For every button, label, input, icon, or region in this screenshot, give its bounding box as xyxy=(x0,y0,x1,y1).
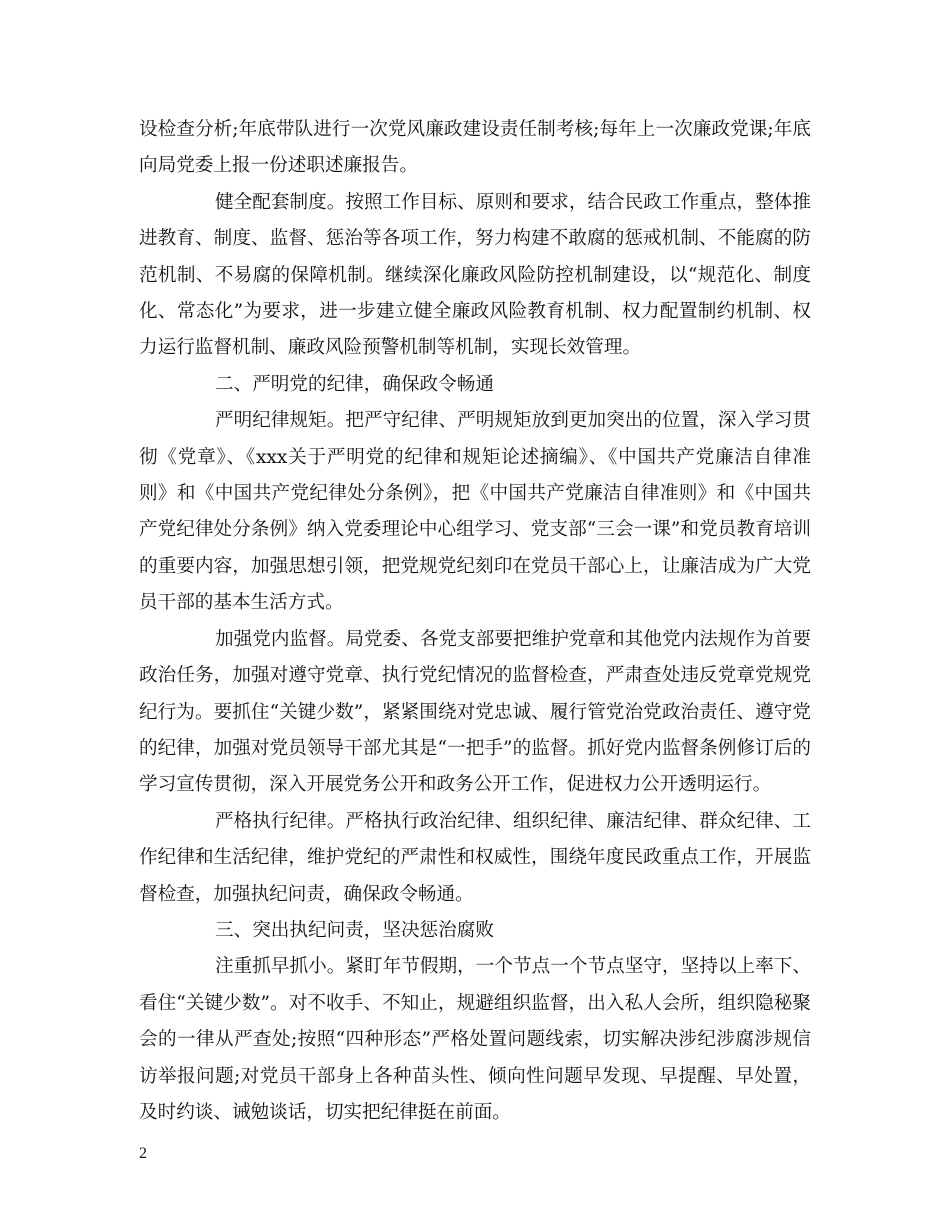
paragraph-early-intervention: 注重抓早抓小。紧盯年节假期，一个节点一个节点坚守，坚持以上率下、看住“关键少数”。对不收手、不知止，规避组织监督，出入私人会所，组织隐秘聚会的一律从严查处;按照“四种形态”严格处置问题线索，切实解决涉纪涉腐涉规信访举报问题;对党员干部身上各种苗头性、倾向性问题早发现、早提醒、早处置，及时约谈、诫勉谈话，切实把纪律挺在前面。 xyxy=(139,956,811,1123)
section-heading-discipline: 二、严明党的纪律，确保政令畅通 xyxy=(215,373,494,395)
paragraph-party-supervision: 加强党内监督。局党委、各党支部要把维护党章和其他党内法规作为首要政治任务，加强对遵守党章、执行党纪情况的监督检查，严肃查处违反党章党规党纪行为。要抓住“关键少数”，紧紧围绕对党忠诚、履行管党治党政治责任、遵守党的纪律，加强对党员领导干部尤其是“一把手”的监督。抓好党内监督条例修订后的学习宣传贯彻，深入开展党务公开和政务公开工作，促进权力公开透明运行。 xyxy=(139,628,811,796)
paragraph-continuation: 设检查分析;年底带队进行一次党风廉政建设责任制考核;每年上一次廉政党课;年底向局党委上报一份述职述廉报告。 xyxy=(139,119,811,177)
paragraph-enforce-discipline: 严格执行纪律。严格执行政治纪律、组织纪律、廉洁纪律、群众纪律、工作纪律和生活纪律，维护党纪的严肃性和权威性，围绕年度民政重点工作，开展监督检查，加强执纪问责，确保政令畅通。 xyxy=(139,810,811,905)
paragraph-strict-rules: 严明纪律规矩。把严守纪律、严明规矩放到更加突出的位置，深入学习贯彻《党章》、《xxx关于严明党的纪律和规矩论述摘编》、《中国共产党廉洁自律准则》和《中国共产党纪律处分条例》，把《中国共产党廉洁自律准则》和《中国共产党纪律处分条例》纳入党委理论中心组学习、党支部“三会一课”和党员教育培训的重要内容，加强思想引领，把党规党纪刻印在党员干部心上，让廉洁成为广大党员干部的基本生活方式。 xyxy=(139,410,811,614)
document-body xyxy=(139,112,811,1131)
section-heading-accountability: 三、突出执纪问责，坚决惩治腐败 xyxy=(215,919,494,941)
paragraph-supporting-systems: 健全配套制度。按照工作目标、原则和要求，结合民政工作重点，整体推进教育、制度、监督、惩治等各项工作，努力构建不敢腐的惩戒机制、不能腐的防范机制、不易腐的保障机制。继续深化廉政风险防控机制建设，以“规范化、制度化、常态化”为要求，进一步建立健全廉政风险教育机制、权力配置制约机制、权力运行监督机制、廉政风险预警机制等机制，实现长效管理。 xyxy=(139,191,811,359)
page-number: 2 xyxy=(139,1145,147,1162)
